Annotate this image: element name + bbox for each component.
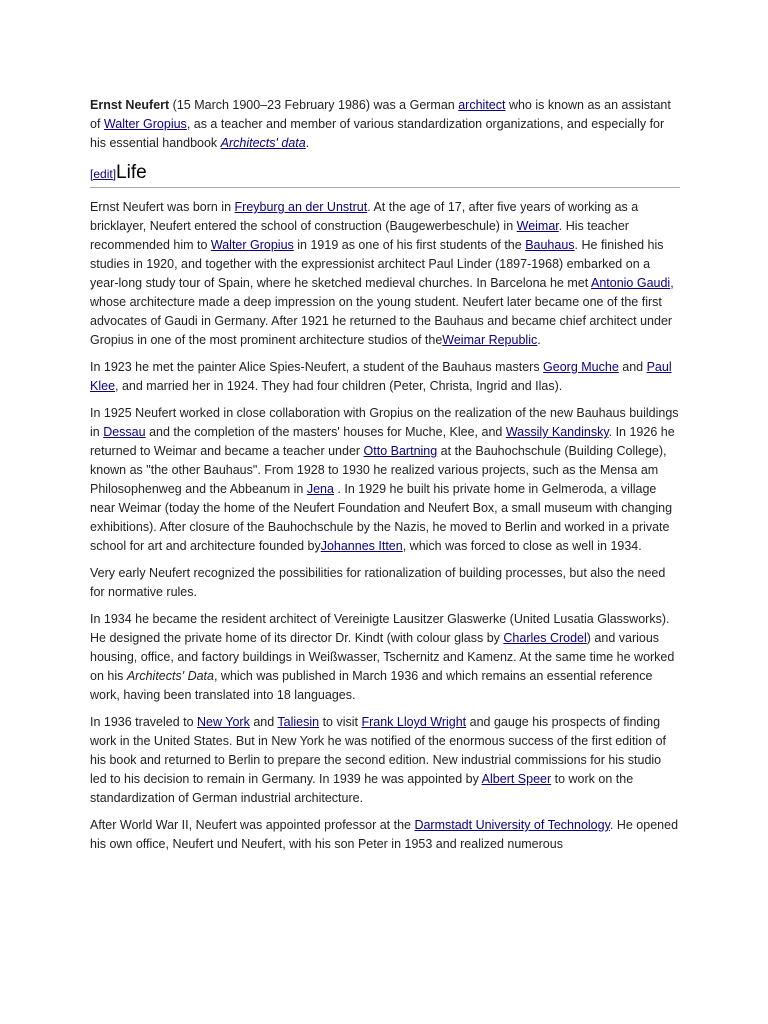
text-run: who is known as an assistant of xyxy=(90,98,671,131)
text-run: . In 1926 he returned to Weimar and became a teacher under xyxy=(90,425,675,458)
paragraph xyxy=(90,816,680,854)
link-charles-crodel[interactable]: Charles Crodel xyxy=(503,631,587,645)
link-walter-gropius[interactable]: Walter Gropius xyxy=(210,238,294,252)
link-architect[interactable]: architect xyxy=(458,98,506,112)
text-run: , which was forced to close as well in 1934. xyxy=(402,539,642,553)
paragraph xyxy=(90,610,680,705)
text-run: . xyxy=(305,136,310,150)
text-run: and the completion of the masters' houses for Muche, Klee, and xyxy=(145,425,506,439)
text-run: in 1919 as one of his first students of the xyxy=(293,238,526,252)
paragraph xyxy=(90,358,680,396)
link-weimar[interactable]: Weimar xyxy=(516,219,559,233)
link-freyburg-an-der-unstrut[interactable]: Freyburg an der Unstrut xyxy=(234,200,368,214)
italic-term: Architects' Data xyxy=(126,669,214,683)
text-run: . At the age of 17, after five years of working as a bricklayer, Neufert entered the school of construction (Baugewerbeschule) in xyxy=(90,200,639,233)
paragraph xyxy=(90,564,680,602)
text-run: , which was published in March 1936 and which remains an essential reference work, having been translated into 18 languages. xyxy=(90,669,653,702)
link-otto-bartning[interactable]: Otto Bartning xyxy=(363,444,438,458)
text-run: (15 March 1900–23 February 1986) was a German xyxy=(169,98,459,112)
text-run: Ernst Neufert was born in xyxy=(90,200,235,214)
article-body xyxy=(90,96,680,862)
link-dessau[interactable]: Dessau xyxy=(103,425,146,439)
link-new-york[interactable]: New York xyxy=(197,715,250,729)
text-run: , whose architecture made a deep impression on the young student. Neufert later became one of the first advocates of Gaudi in Germany. After 1921 he returned to the Bauhaus and became chief architect under Gropius in one of the most prominent architecture studios of the xyxy=(90,276,674,347)
text-run: and gauge his prospects of finding work in the United States. But in New York he was notified of the enormous success of the first edition of his book and returned to Berlin to prepare the second edition. New industrial commissions for his studio led to his decision to remain in Germany. In 1939 he was appointed by xyxy=(90,715,667,786)
text-run: at the Bauhochschule (Building College), known as "the other Bauhaus". From 1928 to 1930 he realized various projects, such as the Mensa am Philosophenweg and the Abbeanum in xyxy=(90,444,667,496)
text-run: Very early Neufert recognized the possibilities for rationalization of building processes, but also the need for normative rules. xyxy=(90,566,666,599)
paragraph xyxy=(90,404,680,556)
link-bauhaus[interactable]: Bauhaus xyxy=(525,238,575,252)
link-walter-gropius[interactable]: Walter Gropius xyxy=(103,117,187,131)
text-run: to visit xyxy=(319,715,362,729)
link-frank-lloyd-wright[interactable]: Frank Lloyd Wright xyxy=(361,715,467,729)
link-architects-data[interactable]: Architects' data xyxy=(220,136,306,150)
link-wassily-kandinsky[interactable]: Wassily Kandinsky xyxy=(505,425,609,439)
text-run: and xyxy=(618,360,647,374)
link-paul-klee[interactable]: Paul Klee xyxy=(90,360,672,393)
section-heading-life xyxy=(90,161,680,188)
bold-term: Ernst Neufert xyxy=(90,98,170,112)
text-run: . He finished his studies in 1920, and together with the expressionist architect Paul Linder (1897-1968) embarked on a year-long study tour of Spain, where he sketched medieval churches. In Barcelona he met xyxy=(90,238,664,290)
text-run: In 1936 traveled to xyxy=(90,715,198,729)
paragraph xyxy=(90,198,680,350)
text-run: , as a teacher and member of various standardization organizations, and especially for his essential handbook xyxy=(90,117,665,150)
text-run: and xyxy=(249,715,278,729)
link-jena[interactable]: Jena xyxy=(306,482,334,496)
section-title: Life xyxy=(116,162,147,183)
link-johannes-itten[interactable]: Johannes Itten xyxy=(320,539,403,553)
text-run: . xyxy=(537,333,541,347)
text-run: . His teacher recommended him to xyxy=(90,219,629,252)
text-run: ) and various housing, office, and factory buildings in Weißwasser, Tschernitz and Kamenz. At the same time he worked on his xyxy=(90,631,675,683)
text-run: In 1934 he became the resident architect of Vereinigte Lausitzer Glaswerke (United Lusatia Glassworks). He designed the private home of its director Dr. Kindt (with colour glass by xyxy=(90,612,670,645)
text-run: In 1925 Neufert worked in close collaboration with Gropius on the realization of the new Bauhaus buildings in xyxy=(90,406,679,439)
text-run: After World War II, Neufert was appointed professor at the xyxy=(90,818,415,832)
text-run: , and married her in 1924. They had four children (Peter, Christa, Ingrid and Ilas). xyxy=(115,379,563,393)
text-run: In 1923 he met the painter Alice Spies-Neufert, a student of the Bauhaus masters xyxy=(90,360,544,374)
link-albert-speer[interactable]: Albert Speer xyxy=(481,772,552,786)
link-georg-muche[interactable]: Georg Muche xyxy=(543,360,619,374)
link-antonio-gaudi[interactable]: Antonio Gaudi xyxy=(590,276,671,290)
paragraph xyxy=(90,713,680,808)
section-content xyxy=(90,198,680,854)
text-run: to work on the standardization of German industrial architecture. xyxy=(90,772,634,805)
intro-paragraph xyxy=(90,96,680,153)
text-run: . In 1929 he built his private home in Gelmeroda, a village near Weimar (today the home of the Neufert Foundation and Neufert Box, a small museum with changing exhibitions). After closure of the Bauhochschule by the Nazis, he moved to Berlin and worked in a private school for art and architecture founded by xyxy=(90,482,673,553)
link-taliesin[interactable]: Taliesin xyxy=(277,715,320,729)
text-run: . He opened his own office, Neufert und Neufert, with his son Peter in 1953 and realized numerous xyxy=(90,818,679,851)
link-weimar-republic[interactable]: Weimar Republic xyxy=(442,333,538,347)
link-darmstadt-university-of-technology[interactable]: Darmstadt University of Technology xyxy=(414,818,610,832)
edit-section-link[interactable]: [edit] xyxy=(90,167,117,181)
